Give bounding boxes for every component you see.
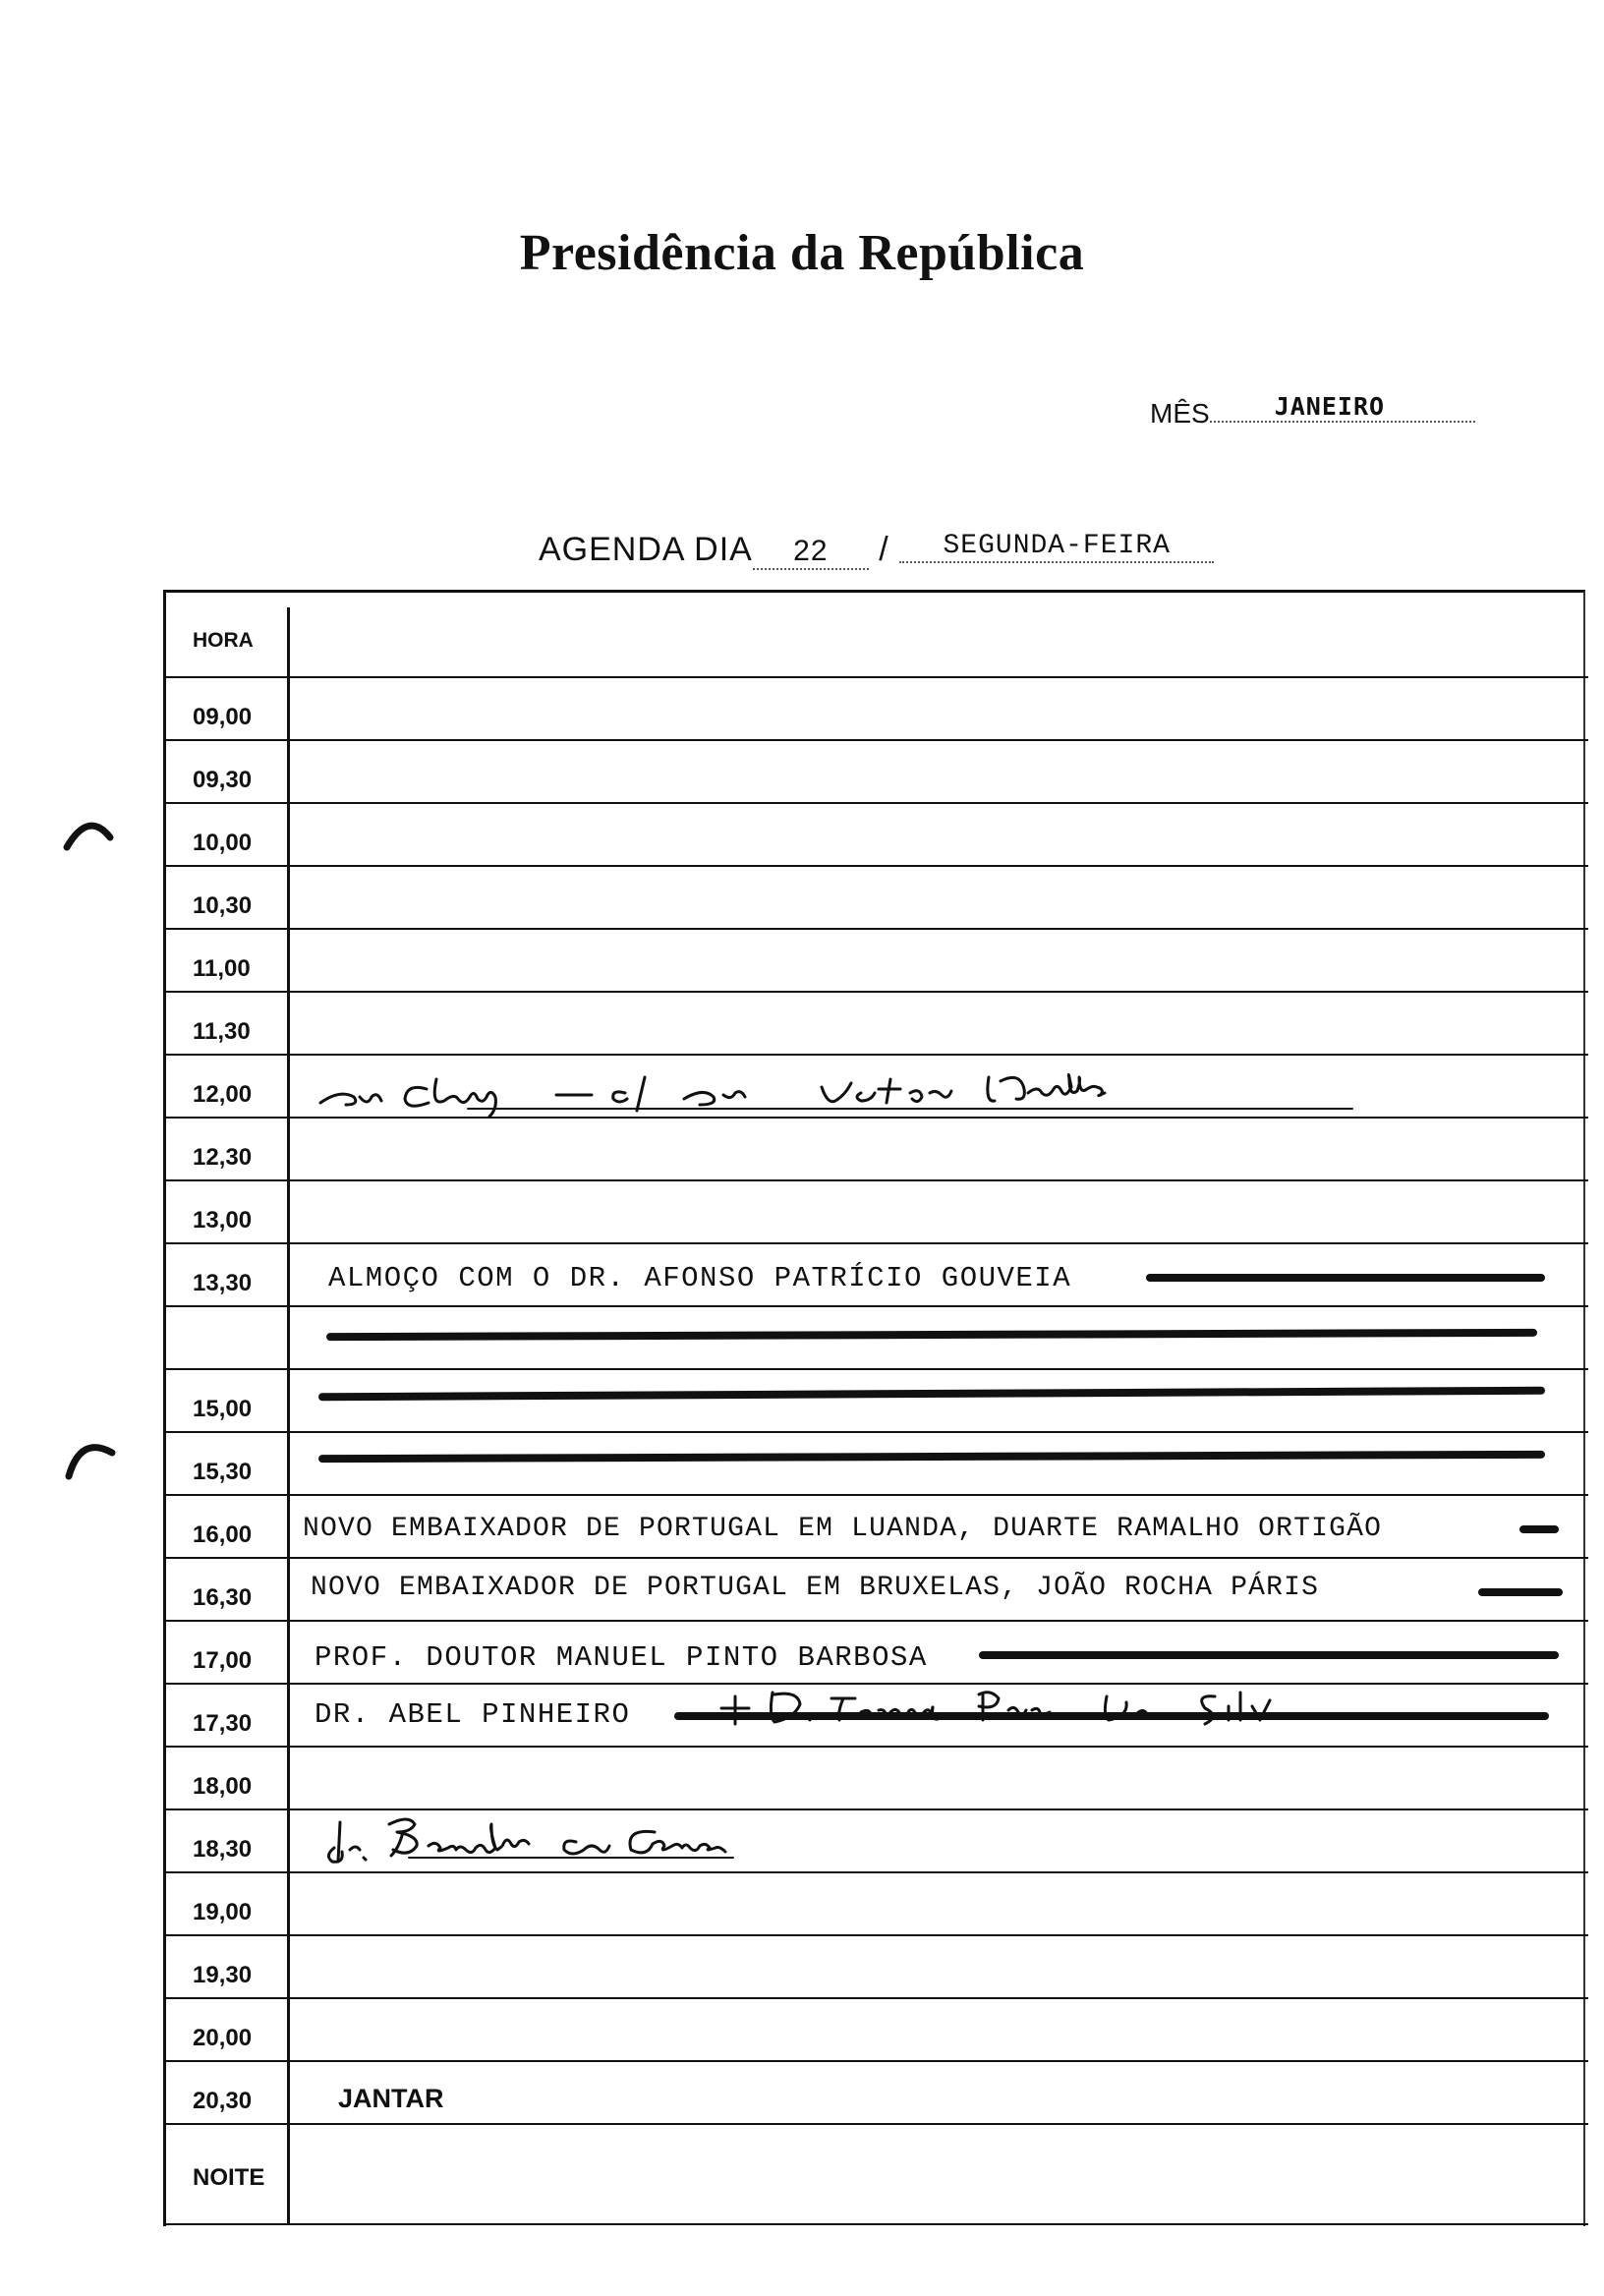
table-row <box>163 804 1588 867</box>
time-label: 13,30 <box>193 1270 253 1296</box>
table-row <box>163 993 1588 1056</box>
punch-hole-top <box>59 816 118 855</box>
time-label: 12,30 <box>193 1144 253 1171</box>
time-label: 10,30 <box>193 892 253 919</box>
time-label: 19,30 <box>193 1962 253 1988</box>
handwritten-note <box>311 1060 1372 1119</box>
time-label: 10,00 <box>193 830 253 856</box>
handwritten-note <box>320 1812 831 1871</box>
time-label: 20,30 <box>193 2088 253 2114</box>
page-title: Presidência da República <box>519 225 1085 281</box>
table-row <box>163 741 1588 804</box>
time-label: 13,00 <box>193 1207 253 1234</box>
time-label: 17,30 <box>193 1710 253 1737</box>
appointment-entry: NOVO EMBAIXADOR DE PORTUGAL EM LUANDA, DUARTE RAMALHO ORTIGÃO <box>303 1514 1383 1544</box>
weekday-value: SEGUNDA-FEIRA <box>899 531 1214 563</box>
time-label: 19,00 <box>193 1899 253 1925</box>
table-row <box>163 1685 1588 1748</box>
table-row <box>163 1370 1588 1433</box>
table-row <box>163 1936 1588 1999</box>
date-separator: / <box>879 531 889 568</box>
handwritten-addition <box>714 1685 1519 1734</box>
appointment-entry: NOVO EMBAIXADOR DE PORTUGAL EM BRUXELAS, JOÃO ROCHA PÁRIS <box>311 1573 1320 1603</box>
fill-line <box>1519 1525 1559 1533</box>
appointment-entry: ALMOÇO COM O DR. AFONSO PATRÍCIO GOUVEIA <box>328 1262 1072 1294</box>
time-label: 18,00 <box>193 1773 253 1800</box>
time-label: NOITE <box>193 2164 265 2191</box>
table-row <box>163 1181 1588 1244</box>
punch-hole-bottom <box>61 1435 120 1484</box>
table-row <box>163 2125 1588 2223</box>
appointment-entry: PROF. DOUTOR MANUEL PINTO BARBOSA <box>315 1641 928 1674</box>
appointment-entry: DR. ABEL PINHEIRO <box>315 1698 631 1731</box>
table-row <box>163 1119 1588 1181</box>
time-label: 09,00 <box>193 704 253 730</box>
table-row <box>163 678 1588 741</box>
table-row <box>163 1559 1588 1622</box>
time-label: 17,00 <box>193 1647 253 1674</box>
table-row <box>163 1810 1588 1873</box>
table-row <box>163 1244 1588 1307</box>
time-label: 11,00 <box>193 955 251 982</box>
month-field <box>1150 393 1475 430</box>
fill-line <box>1146 1274 1545 1282</box>
fill-line <box>318 1387 1545 1402</box>
table-bottom-line <box>163 2223 1588 2225</box>
table-row <box>163 867 1588 930</box>
fill-line <box>326 1329 1537 1341</box>
table-row <box>163 1496 1588 1559</box>
month-value: JANEIRO <box>1274 392 1386 421</box>
table-row <box>163 1307 1588 1370</box>
time-label: 12,00 <box>193 1081 253 1108</box>
hora-column-header: HORA <box>193 629 254 652</box>
time-label: 15,00 <box>193 1396 253 1422</box>
agenda-label: AGENDA DIA <box>539 531 753 568</box>
fill-line <box>979 1651 1559 1659</box>
table-row <box>163 1999 1588 2062</box>
table-row <box>163 1433 1588 1496</box>
time-label: 15,30 <box>193 1459 253 1485</box>
time-label: 16,00 <box>193 1521 253 1548</box>
fill-line <box>318 1451 1545 1463</box>
table-row <box>163 2062 1588 2125</box>
day-value: 22 <box>753 535 869 570</box>
table-row <box>163 1873 1588 1936</box>
fill-line <box>1478 1588 1563 1596</box>
appointment-entry: JANTAR <box>338 2084 444 2113</box>
time-label: 18,30 <box>193 1836 253 1863</box>
time-label: 20,00 <box>193 2025 253 2051</box>
agenda-day-field <box>539 531 1214 571</box>
time-label: 11,30 <box>193 1018 251 1045</box>
table-row <box>163 930 1588 993</box>
table-row <box>163 1748 1588 1810</box>
table-row <box>163 1622 1588 1685</box>
time-label: 16,30 <box>193 1584 253 1611</box>
month-label: MÊS <box>1150 398 1210 429</box>
time-label: 09,30 <box>193 767 253 793</box>
table-header-row <box>163 607 1588 678</box>
table-row <box>163 1056 1588 1119</box>
